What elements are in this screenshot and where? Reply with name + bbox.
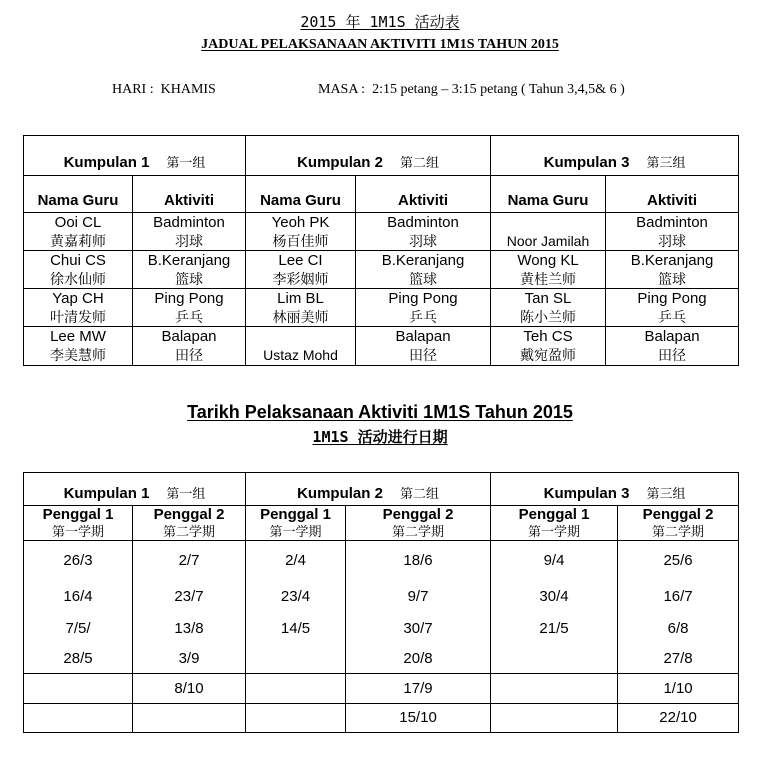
group-name-cn: 第三组 [646,486,686,501]
teacher-name-cn: 黄嘉莉师 [50,233,106,249]
term-name: Penggal 1 [260,506,331,523]
table-row [24,704,739,733]
date-cell: 9/7 [346,581,491,613]
term-header [491,506,618,541]
teacher-cell [246,251,356,289]
teacher-name-cn: 黄桂兰师 [520,271,577,287]
column-header-row [24,176,739,213]
group-header [491,136,739,176]
group-name: Kumpulan 1 [63,485,150,502]
teacher-name-cn: 陈小兰师 [520,309,577,325]
table-row [24,581,739,613]
date-cell: 2/4 [246,541,346,582]
date-cell: 22/10 [618,704,739,733]
activity-schedule-table [23,135,739,366]
activity-cell [133,327,246,366]
date-cell: 2/7 [133,541,246,582]
teacher-name: Teh CS [523,328,573,345]
activity-name-cn: 田径 [175,347,203,363]
date-cell: 14/5 [246,613,346,645]
teacher-cell [24,213,133,251]
column-header: Aktiviti [606,176,739,213]
teacher-name-secondary: Noor Jamilah [506,233,590,249]
group-header-row [24,136,739,176]
group-name-cn: 第一组 [166,486,206,501]
teacher-name: Yeoh PK [271,214,330,231]
teacher-cell [246,289,356,327]
date-cell: 20/8 [346,645,491,674]
group-name: Kumpulan 2 [297,154,383,171]
teacher-name: Lee CI [278,252,323,269]
teacher-name: Chui CS [50,252,106,269]
term-name: Penggal 2 [153,506,225,523]
activity-name-cn: 乒乓 [175,309,203,325]
activity-cell [356,251,491,289]
term-name: Penggal 1 [518,506,590,523]
date-cell: 8/10 [133,674,246,704]
group-header [246,136,491,176]
activity-cell [133,213,246,251]
date-cell: 30/4 [491,581,618,613]
activity-cell [133,289,246,327]
teacher-name: Wong KL [517,252,579,269]
date-cell: 15/10 [346,704,491,733]
activity-cell [356,289,491,327]
group-name-cn: 第二组 [399,155,439,170]
teacher-name-cn: 杨百佳师 [272,233,329,249]
teacher-name-cn: 李美慧师 [50,347,106,363]
dates-title-text: Tarikh Pelaksanaan Aktiviti 1M1S Tahun 2015 [187,402,573,422]
term-name: Penggal 2 [642,506,714,523]
date-cell: 25/6 [618,541,739,582]
activity-name: Ping Pong [388,290,458,307]
date-cell: 6/8 [618,613,739,645]
teacher-cell [24,251,133,289]
date-cell [246,645,346,674]
teacher-name: Ooi CL [54,214,102,231]
table-row [24,251,739,289]
activity-cell [133,251,246,289]
teacher-name-secondary: Ustaz Mohd [263,347,338,363]
date-cell [491,704,618,733]
teacher-cell [491,327,606,366]
activity-name: Badminton [153,214,225,231]
activity-name: B.Keranjang [630,252,714,269]
date-cell: 28/5 [24,645,133,674]
title-chinese-text: 2015 年 1M1S 活动表 [300,13,460,31]
table-row [24,289,739,327]
table-row [24,674,739,704]
term-header [346,506,491,541]
group-header [246,473,491,506]
column-header: Nama Guru [246,176,356,213]
activity-name: Badminton [636,214,708,231]
activity-cell [606,213,739,251]
group-name: Kumpulan 1 [63,154,150,171]
group-header [24,473,246,506]
column-header: Aktiviti [356,176,491,213]
term-header [133,506,246,541]
term-name-cn: 第一学期 [51,524,104,539]
date-cell: 9/4 [491,541,618,582]
term-name: Penggal 2 [382,506,454,523]
date-cell: 23/7 [133,581,246,613]
activity-cell [356,327,491,366]
group-name-cn: 第二组 [399,486,439,501]
date-cell: 3/9 [133,645,246,674]
teacher-cell [24,289,133,327]
activity-name-cn: 羽球 [409,233,438,249]
date-cell [24,674,133,704]
term-name-cn: 第二学期 [392,524,445,539]
teacher-name: Yap CH [52,290,104,307]
activity-name: Balapan [161,328,217,345]
table-row [24,541,739,582]
teacher-cell [491,251,606,289]
teacher-name: Lim BL [277,290,324,307]
title-chinese [0,13,760,31]
term-header [618,506,739,541]
activity-name-cn: 篮球 [409,271,438,287]
activity-name-cn: 田径 [658,347,687,363]
date-cell: 27/8 [618,645,739,674]
group-header [24,136,246,176]
activity-name-cn: 乒乓 [409,309,438,325]
activity-cell [606,251,739,289]
teacher-name-cn: 徐水仙师 [50,271,106,287]
group-name-cn: 第三组 [646,155,686,170]
term-name-cn: 第一学期 [528,524,581,539]
date-cell [24,704,133,733]
date-cell [491,674,618,704]
date-cell: 23/4 [246,581,346,613]
title-malay [0,36,760,54]
date-cell: 17/9 [346,674,491,704]
date-cell: 1/10 [618,674,739,704]
teacher-cell [491,213,606,251]
teacher-name-cn: 李彩姻师 [272,271,329,287]
activity-name-cn: 篮球 [658,271,687,287]
column-header: Nama Guru [24,176,133,213]
activity-name-cn: 篮球 [175,271,203,287]
date-cell [491,645,618,674]
dates-title [0,401,760,423]
term-header [246,506,346,541]
dates-title-chinese-text: 1M1S 活动进行日期 [312,428,448,446]
column-header: Nama Guru [491,176,606,213]
date-cell [246,704,346,733]
day-info: HARI : KHAMIS [112,82,216,97]
term-name-cn: 第二学期 [652,524,705,539]
date-cell: 18/6 [346,541,491,582]
teacher-name: Lee MW [50,328,106,345]
activity-dates-table [23,472,739,733]
activity-name: Balapan [644,328,700,345]
time-info: MASA : 2:15 petang – 3:15 petang ( Tahun 3,4,5& 6 ) [318,82,625,97]
term-name-cn: 第一学期 [269,524,322,539]
teacher-cell [246,327,356,366]
date-cell: 7/5/ [24,613,133,645]
teacher-name-cn: 戴宛盈师 [520,347,577,363]
date-cell: 30/7 [346,613,491,645]
date-cell: 26/3 [24,541,133,582]
column-header: Aktiviti [133,176,246,213]
table-row [24,645,739,674]
group-name: Kumpulan 3 [543,485,630,502]
teacher-name [491,214,605,232]
date-cell [133,704,246,733]
table-row [24,213,739,251]
activity-name: Ping Pong [637,290,707,307]
activity-name: Badminton [387,214,459,231]
dates-title-chinese [0,428,760,446]
teacher-cell [246,213,356,251]
teacher-cell [491,289,606,327]
date-cell: 21/5 [491,613,618,645]
title-malay-text: JADUAL PELAKSANAAN AKTIVITI 1M1S TAHUN 2015 [201,37,559,52]
table-row [24,613,739,645]
activity-cell [356,213,491,251]
teacher-name: Tan SL [524,290,572,307]
date-cell: 13/8 [133,613,246,645]
activity-name: B.Keranjang [147,252,231,269]
activity-name: B.Keranjang [381,252,465,269]
date-cell: 16/4 [24,581,133,613]
group-header [491,473,739,506]
date-cell [246,674,346,704]
group-header-row [24,473,739,506]
activity-name: Ping Pong [154,290,224,307]
term-name: Penggal 1 [42,506,114,523]
group-name: Kumpulan 2 [297,485,383,502]
table-row [24,327,739,366]
activity-name-cn: 羽球 [175,233,203,249]
teacher-name-cn: 叶清发师 [50,309,106,325]
activity-name: Balapan [395,328,451,345]
activity-cell [606,289,739,327]
date-cell: 16/7 [618,581,739,613]
activity-name-cn: 田径 [409,347,438,363]
term-name-cn: 第二学期 [163,524,216,539]
teacher-cell [24,327,133,366]
teacher-name-cn: 林丽美师 [272,309,329,325]
term-header [24,506,133,541]
term-header-row [24,506,739,541]
activity-name-cn: 羽球 [658,233,687,249]
group-name: Kumpulan 3 [543,154,630,171]
group-name-cn: 第一组 [166,155,206,170]
activity-name-cn: 乒乓 [658,309,687,325]
activity-cell [606,327,739,366]
teacher-name [246,328,355,346]
